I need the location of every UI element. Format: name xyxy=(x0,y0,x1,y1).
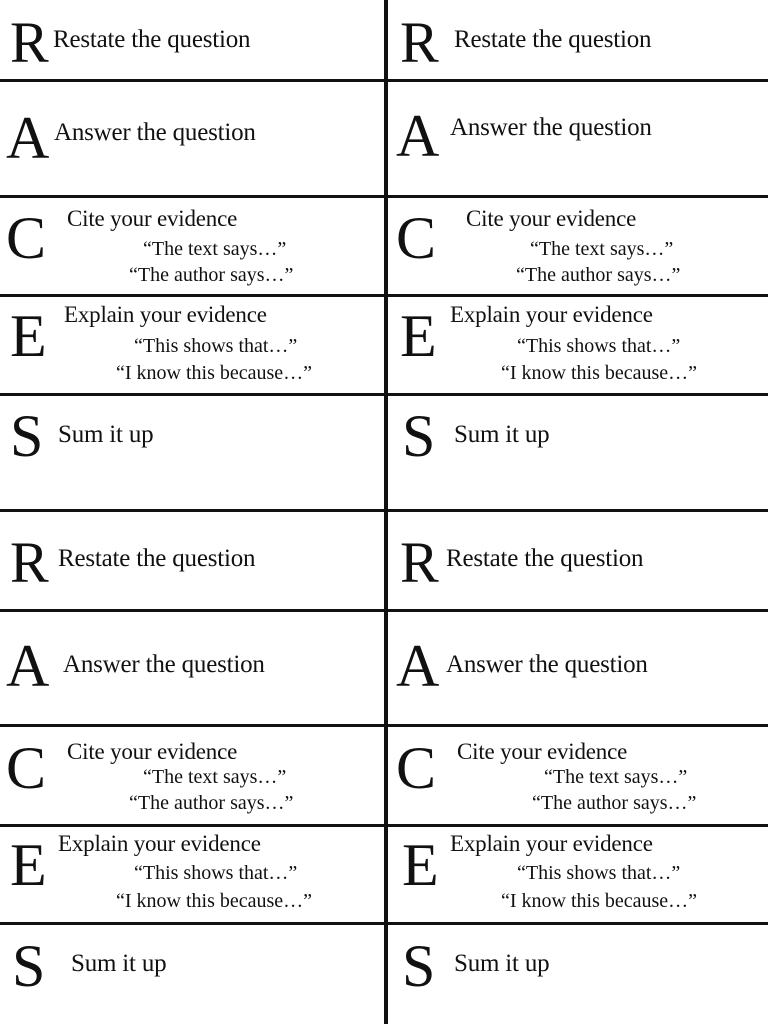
restate-label: Restate the question xyxy=(454,26,652,53)
cite-prompt-1: “The text says…” xyxy=(544,766,688,788)
cite-label: Cite your evidence xyxy=(67,206,238,231)
letter-s: S xyxy=(402,403,436,469)
letter-r: R xyxy=(400,530,439,595)
letter-r: R xyxy=(10,10,49,75)
restate-label: Restate the question xyxy=(53,26,251,53)
answer-label: Answer the question xyxy=(63,651,265,678)
cite-prompt-1: “The text says…” xyxy=(143,238,287,260)
letter-s: S xyxy=(10,403,44,469)
restate-label: Restate the question xyxy=(446,545,644,572)
letter-c: C xyxy=(396,205,437,271)
cite-prompt-1: “The text says…” xyxy=(143,766,287,788)
cite-label: Cite your evidence xyxy=(466,206,637,231)
restate-label: Restate the question xyxy=(58,545,256,572)
cite-label: Cite your evidence xyxy=(67,739,238,764)
cite-prompt-1: “The text says…” xyxy=(530,238,674,260)
letter-e: E xyxy=(10,832,47,898)
letter-a: A xyxy=(6,633,50,699)
row-divider xyxy=(0,824,768,827)
row-divider xyxy=(0,195,768,198)
letter-e: E xyxy=(10,303,47,369)
card-divider xyxy=(0,509,768,512)
letter-a: A xyxy=(6,105,50,171)
row-divider xyxy=(0,79,768,82)
row-divider xyxy=(0,922,768,925)
explain-label: Explain your evidence xyxy=(450,302,653,327)
explain-prompt-1: “This shows that…” xyxy=(134,862,298,884)
row-divider xyxy=(0,609,768,612)
explain-prompt-2: “I know this because…” xyxy=(501,890,698,912)
row-divider xyxy=(0,724,768,727)
cite-prompt-2: “The author says…” xyxy=(129,792,294,814)
row-divider xyxy=(0,294,768,297)
cite-prompt-2: “The author says…” xyxy=(129,264,294,286)
cite-prompt-2: “The author says…” xyxy=(532,792,697,814)
letter-r: R xyxy=(10,530,49,595)
letter-c: C xyxy=(396,735,437,801)
letter-c: C xyxy=(6,735,47,801)
explain-label: Explain your evidence xyxy=(450,831,653,856)
sum-label: Sum it up xyxy=(454,421,550,448)
explain-prompt-1: “This shows that…” xyxy=(517,335,681,357)
letter-e: E xyxy=(402,832,439,898)
row-divider xyxy=(0,393,768,396)
vertical-divider xyxy=(384,0,388,1024)
cite-label: Cite your evidence xyxy=(457,739,628,764)
answer-label: Answer the question xyxy=(450,114,652,141)
explain-label: Explain your evidence xyxy=(58,831,261,856)
answer-label: Answer the question xyxy=(54,119,256,146)
letter-a: A xyxy=(396,633,440,699)
explain-prompt-1: “This shows that…” xyxy=(134,335,298,357)
letter-e: E xyxy=(400,303,437,369)
explain-label: Explain your evidence xyxy=(64,302,267,327)
letter-c: C xyxy=(6,205,47,271)
explain-prompt-2: “I know this because…” xyxy=(501,362,698,384)
answer-label: Answer the question xyxy=(446,651,648,678)
letter-r: R xyxy=(400,10,439,75)
sum-label: Sum it up xyxy=(454,950,550,977)
explain-prompt-2: “I know this because…” xyxy=(116,362,313,384)
letter-a: A xyxy=(396,103,440,169)
cite-prompt-2: “The author says…” xyxy=(516,264,681,286)
letter-s: S xyxy=(402,933,436,999)
explain-prompt-2: “I know this because…” xyxy=(116,890,313,912)
sum-label: Sum it up xyxy=(58,421,154,448)
sum-label: Sum it up xyxy=(71,950,167,977)
letter-s: S xyxy=(12,933,46,999)
explain-prompt-1: “This shows that…” xyxy=(517,862,681,884)
